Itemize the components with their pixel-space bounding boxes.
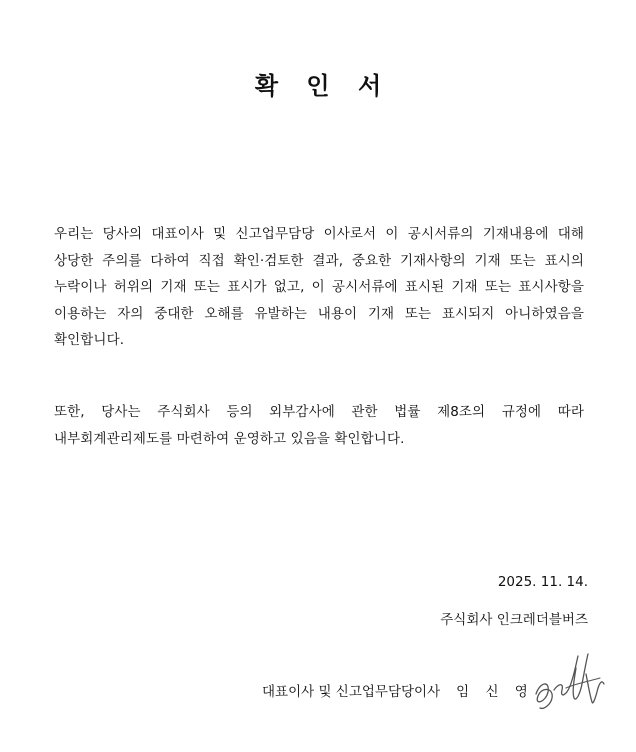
body-paragraph-1: 우리는 당사의 대표이사 및 신고업무담당 이사로서 이 공시서류의 기재내용에 대해 상당한 주의를 다하여 직접 확인·검토한 결과, 중요한 기재사항의 기재 또는 표시의 누락이나 허위의 기재 또는 표시가 없고, 이 공시서류에 표시된 기재 또는 표시사항을 이용하는 자의 중대한 오해를 유발하는 내용이 기재 또는 표시되지 아니하였음을 확인합니다. [54, 226, 584, 348]
body-paragraph-2: 또한, 당사는 주식회사 등의 외부감사에 관한 법률 제8조의 규정에 따라 내부회계관리제도를 마련하여 운영하고 있음을 확인합니다. [54, 404, 584, 447]
handwritten-signature-icon [530, 644, 606, 716]
signer-line [262, 680, 534, 700]
signer-name: 임 신 영 [456, 684, 534, 700]
signer-title: 대표이사 및 신고업무담당이사 [262, 684, 441, 700]
document-date: 2025. 11. 14. [497, 574, 588, 590]
company-name: 주식회사 인크레더블버즈 [440, 612, 588, 628]
document-title: 확 인 서 [254, 72, 392, 100]
